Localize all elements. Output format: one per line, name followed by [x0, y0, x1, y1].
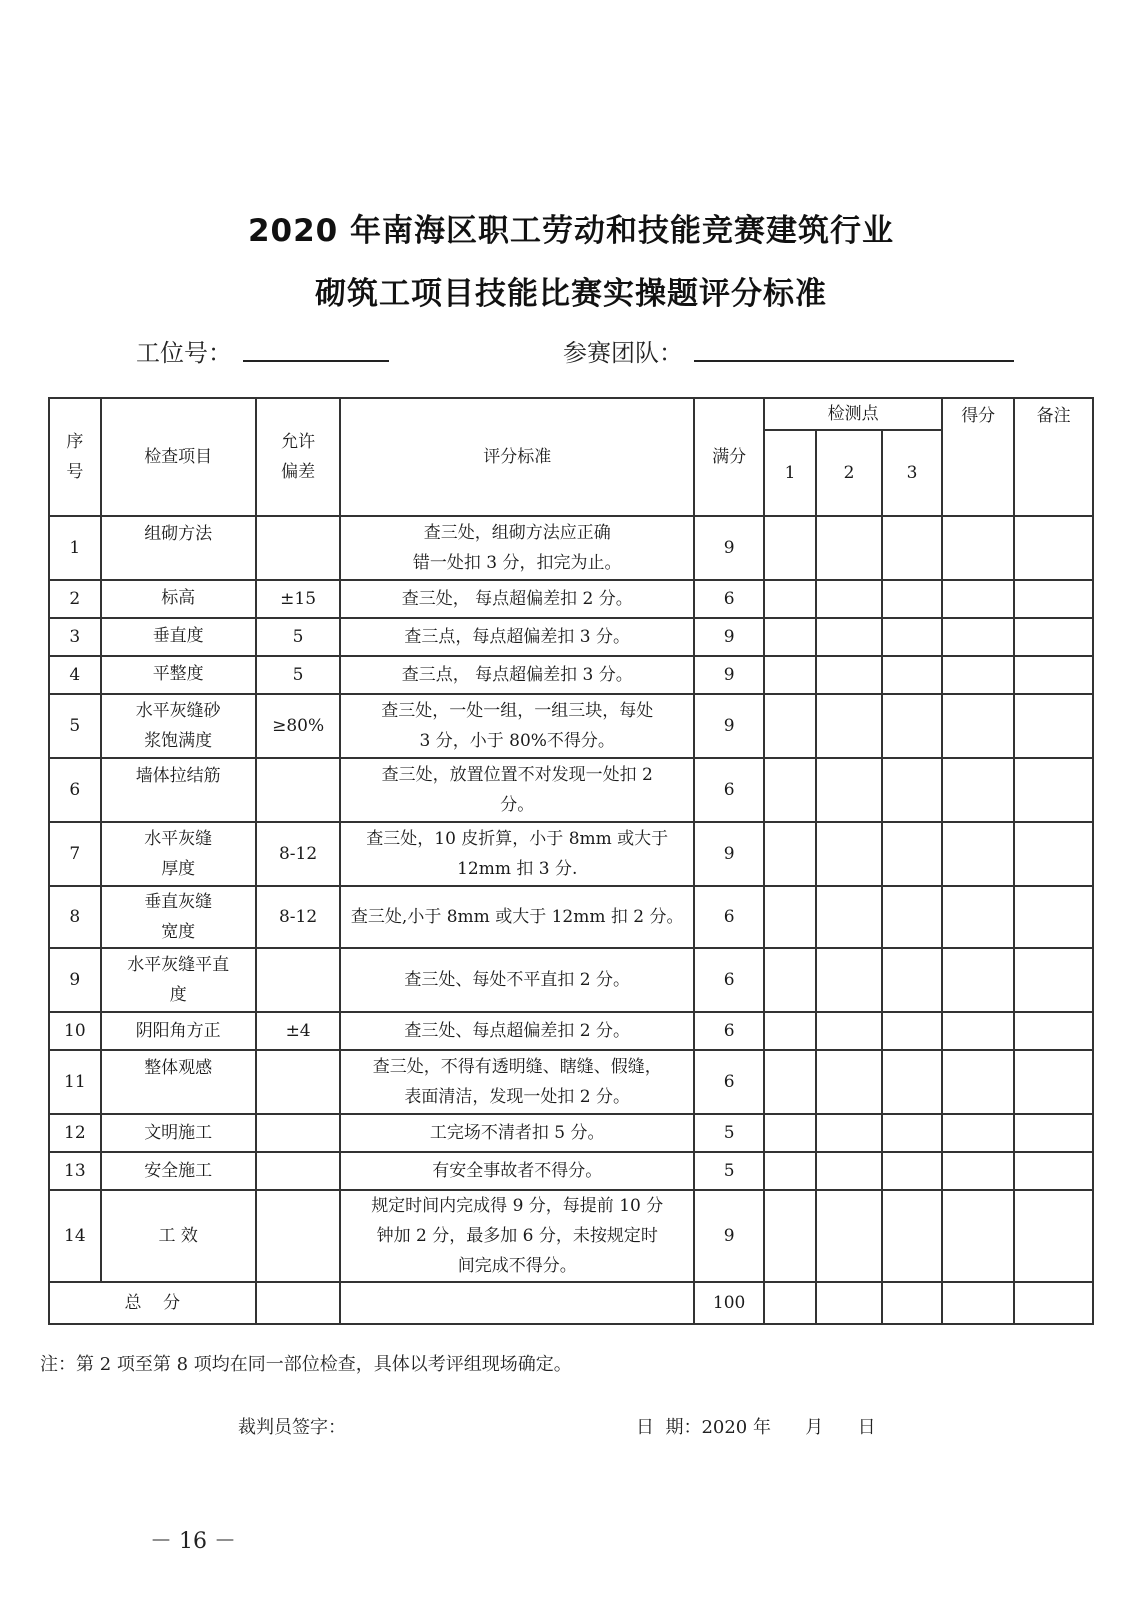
- row-criteria: 查三处，一处一组，一组三块，每处 3 分，小于 80%不得分。: [340, 694, 694, 758]
- point-1-cell[interactable]: [764, 618, 816, 656]
- point-1-cell[interactable]: [764, 822, 816, 886]
- point-1-cell[interactable]: [764, 1050, 816, 1114]
- score-cell[interactable]: [942, 656, 1014, 694]
- table-row: [49, 948, 1093, 1012]
- table-row: [49, 1114, 1093, 1152]
- point-3-cell[interactable]: [882, 1190, 942, 1282]
- row-item: 整体观感: [101, 1050, 256, 1114]
- point-1-cell[interactable]: [764, 1190, 816, 1282]
- point-3-cell[interactable]: [882, 822, 942, 886]
- remark-cell[interactable]: [1014, 1190, 1093, 1282]
- row-tolerance: ±4: [256, 1012, 341, 1050]
- point-3-cell[interactable]: [882, 694, 942, 758]
- total-score-cell[interactable]: [942, 1282, 1014, 1324]
- point-1-cell[interactable]: [764, 516, 816, 580]
- row-full-score: 6: [694, 886, 764, 948]
- table-row: [49, 1012, 1093, 1050]
- point-3-cell[interactable]: [882, 1152, 942, 1190]
- table-row: [49, 1050, 1093, 1114]
- remark-cell[interactable]: [1014, 1114, 1093, 1152]
- note-text: 注：第 2 项至第 8 项均在同一部位检查，具体以考评组现场确定。: [40, 1354, 572, 1375]
- row-index: 1: [49, 516, 101, 580]
- total-remark-cell[interactable]: [1014, 1282, 1093, 1324]
- point-2-cell[interactable]: [816, 1190, 882, 1282]
- total-point-1-cell[interactable]: [764, 1282, 816, 1324]
- point-3-cell[interactable]: [882, 618, 942, 656]
- row-full-score: 9: [694, 1190, 764, 1282]
- point-3-cell[interactable]: [882, 1012, 942, 1050]
- remark-cell[interactable]: [1014, 758, 1093, 822]
- row-item: 平整度: [101, 656, 256, 694]
- point-3-cell[interactable]: [882, 580, 942, 618]
- row-criteria: 查三处， 每点超偏差扣 2 分。: [340, 580, 694, 618]
- table-row: [49, 822, 1093, 886]
- point-2-cell[interactable]: [816, 516, 882, 580]
- row-full-score: 9: [694, 822, 764, 886]
- point-1-cell[interactable]: [764, 758, 816, 822]
- point-1-cell[interactable]: [764, 948, 816, 1012]
- header-point-3: 3: [882, 430, 942, 516]
- row-criteria: 查三处,小于 8mm 或大于 12mm 扣 2 分。: [340, 886, 694, 948]
- point-1-cell[interactable]: [764, 580, 816, 618]
- row-index: 9: [49, 948, 101, 1012]
- row-tolerance: 5: [256, 618, 341, 656]
- point-1-cell[interactable]: [764, 1114, 816, 1152]
- row-index: 10: [49, 1012, 101, 1050]
- row-item: 文明施工: [101, 1114, 256, 1152]
- score-cell[interactable]: [942, 1114, 1014, 1152]
- row-index: 8: [49, 886, 101, 948]
- score-cell[interactable]: [942, 822, 1014, 886]
- table-row: [49, 580, 1093, 618]
- remark-cell[interactable]: [1014, 886, 1093, 948]
- row-item: 安全施工: [101, 1152, 256, 1190]
- point-2-cell[interactable]: [816, 758, 882, 822]
- team-field[interactable]: [694, 360, 1014, 362]
- table-row: [49, 516, 1093, 580]
- row-criteria: 工完场不清者扣 5 分。: [340, 1114, 694, 1152]
- point-2-cell[interactable]: [816, 694, 882, 758]
- point-2-cell[interactable]: [816, 656, 882, 694]
- row-full-score: 6: [694, 1012, 764, 1050]
- total-label: 总 分: [49, 1282, 256, 1324]
- total-row: [49, 1282, 1093, 1324]
- row-index: 11: [49, 1050, 101, 1114]
- row-item: 水平灰缝平直 度: [101, 948, 256, 1012]
- header-index: 序 号: [49, 398, 101, 516]
- row-index: 7: [49, 822, 101, 886]
- score-cell[interactable]: [942, 1152, 1014, 1190]
- station-number-label: 工位号：: [136, 339, 232, 367]
- point-2-cell[interactable]: [816, 886, 882, 948]
- station-number-field[interactable]: [243, 360, 389, 362]
- remark-cell[interactable]: [1014, 1050, 1093, 1114]
- table-row: [49, 1190, 1093, 1282]
- score-cell[interactable]: [942, 1050, 1014, 1114]
- total-tolerance-cell: [256, 1282, 341, 1324]
- table-row: [49, 656, 1093, 694]
- row-item: 组砌方法: [101, 516, 256, 580]
- row-full-score: 6: [694, 758, 764, 822]
- remark-cell[interactable]: [1014, 1012, 1093, 1050]
- row-tolerance: [256, 1190, 341, 1282]
- table-row: [49, 1152, 1093, 1190]
- row-criteria: 规定时间内完成得 9 分，每提前 10 分 钟加 2 分，最多加 6 分，未按规定时 间完成不得分。: [340, 1190, 694, 1282]
- row-item: 墙体拉结筋: [101, 758, 256, 822]
- remark-cell[interactable]: [1014, 618, 1093, 656]
- header-score: 得分: [942, 398, 1014, 516]
- point-3-cell[interactable]: [882, 516, 942, 580]
- total-point-3-cell[interactable]: [882, 1282, 942, 1324]
- remark-cell[interactable]: [1014, 656, 1093, 694]
- point-1-cell[interactable]: [764, 886, 816, 948]
- score-cell[interactable]: [942, 1190, 1014, 1282]
- header-criteria: 评分标准: [340, 398, 694, 516]
- row-item: 阴阳角方正: [101, 1012, 256, 1050]
- point-1-cell[interactable]: [764, 694, 816, 758]
- row-index: 3: [49, 618, 101, 656]
- row-index: 6: [49, 758, 101, 822]
- point-2-cell[interactable]: [816, 822, 882, 886]
- row-criteria: 查三处，10 皮折算，小于 8mm 或大于 12mm 扣 3 分.: [340, 822, 694, 886]
- date-label: 日 期：2020 年 月 日: [636, 1417, 876, 1438]
- header-remark: 备注: [1014, 398, 1093, 516]
- header-point-1: 1: [764, 430, 816, 516]
- row-tolerance: [256, 1152, 341, 1190]
- row-full-score: 6: [694, 580, 764, 618]
- row-criteria: 查三处，放置位置不对发现一处扣 2 分。: [340, 758, 694, 822]
- remark-cell[interactable]: [1014, 822, 1093, 886]
- point-2-cell[interactable]: [816, 1152, 882, 1190]
- point-2-cell[interactable]: [816, 618, 882, 656]
- total-criteria-cell: [340, 1282, 694, 1324]
- point-3-cell[interactable]: [882, 948, 942, 1012]
- remark-cell[interactable]: [1014, 694, 1093, 758]
- remark-cell[interactable]: [1014, 580, 1093, 618]
- row-tolerance: ≥80%: [256, 694, 341, 758]
- header-full-score: 满分: [694, 398, 764, 516]
- header-check-points: 检测点: [764, 398, 942, 430]
- team-label: 参赛团队：: [563, 339, 683, 367]
- row-tolerance: ±15: [256, 580, 341, 618]
- score-cell[interactable]: [942, 618, 1014, 656]
- row-full-score: 9: [694, 656, 764, 694]
- row-index: 5: [49, 694, 101, 758]
- point-2-cell[interactable]: [816, 1050, 882, 1114]
- row-full-score: 9: [694, 618, 764, 656]
- remark-cell[interactable]: [1014, 948, 1093, 1012]
- table-row: [49, 694, 1093, 758]
- page-number: － 16 －: [150, 1529, 236, 1554]
- row-item: 垂直度: [101, 618, 256, 656]
- scoring-table: [48, 397, 1094, 1325]
- point-1-cell[interactable]: [764, 1152, 816, 1190]
- row-item: 水平灰缝砂 浆饱满度: [101, 694, 256, 758]
- remark-cell[interactable]: [1014, 1152, 1093, 1190]
- total-value: 100: [694, 1282, 764, 1324]
- row-tolerance: [256, 948, 341, 1012]
- row-tolerance: 8-12: [256, 886, 341, 948]
- score-cell[interactable]: [942, 1012, 1014, 1050]
- row-tolerance: 8-12: [256, 822, 341, 886]
- score-cell[interactable]: [942, 886, 1014, 948]
- row-full-score: 6: [694, 1050, 764, 1114]
- total-point-2-cell[interactable]: [816, 1282, 882, 1324]
- score-cell[interactable]: [942, 758, 1014, 822]
- table-row: [49, 758, 1093, 822]
- row-item: 水平灰缝 厚度: [101, 822, 256, 886]
- point-2-cell[interactable]: [816, 1012, 882, 1050]
- score-cell[interactable]: [942, 694, 1014, 758]
- row-full-score: 5: [694, 1152, 764, 1190]
- row-criteria: 查三处，组砌方法应正确 错一处扣 3 分，扣完为止。: [340, 516, 694, 580]
- row-item: 标高: [101, 580, 256, 618]
- row-criteria: 查三点，每点超偏差扣 3 分。: [340, 618, 694, 656]
- row-full-score: 9: [694, 694, 764, 758]
- point-2-cell[interactable]: [816, 948, 882, 1012]
- row-item: 垂直灰缝 宽度: [101, 886, 256, 948]
- row-item: 工 效: [101, 1190, 256, 1282]
- document-title-line1: 2020 年南海区职工劳动和技能竞赛建筑行业: [247, 213, 895, 249]
- row-criteria: 查三点， 每点超偏差扣 3 分。: [340, 656, 694, 694]
- referee-signature-label: 裁判员签字：: [238, 1417, 346, 1438]
- row-criteria: 查三处，不得有透明缝、瞎缝、假缝， 表面清洁，发现一处扣 2 分。: [340, 1050, 694, 1114]
- score-cell[interactable]: [942, 516, 1014, 580]
- point-3-cell[interactable]: [882, 758, 942, 822]
- score-cell[interactable]: [942, 948, 1014, 1012]
- row-full-score: 6: [694, 948, 764, 1012]
- point-2-cell[interactable]: [816, 1114, 882, 1152]
- score-cell[interactable]: [942, 580, 1014, 618]
- row-tolerance: [256, 516, 341, 580]
- point-3-cell[interactable]: [882, 656, 942, 694]
- point-1-cell[interactable]: [764, 1012, 816, 1050]
- row-tolerance: [256, 1050, 341, 1114]
- row-criteria: 有安全事故者不得分。: [340, 1152, 694, 1190]
- point-2-cell[interactable]: [816, 580, 882, 618]
- header-tolerance: 允许 偏差: [256, 398, 341, 516]
- row-index: 4: [49, 656, 101, 694]
- scoring-table-body: [49, 516, 1093, 1282]
- header-point-2: 2: [816, 430, 882, 516]
- row-index: 2: [49, 580, 101, 618]
- table-row: [49, 886, 1093, 948]
- row-full-score: 9: [694, 516, 764, 580]
- row-full-score: 5: [694, 1114, 764, 1152]
- row-tolerance: [256, 758, 341, 822]
- point-3-cell[interactable]: [882, 1114, 942, 1152]
- remark-cell[interactable]: [1014, 516, 1093, 580]
- document-title-line2: 砌筑工项目技能比赛实操题评分标准: [315, 276, 827, 312]
- row-criteria: 查三处、每处不平直扣 2 分。: [340, 948, 694, 1012]
- header-item: 检查项目: [101, 398, 256, 516]
- point-3-cell[interactable]: [882, 1050, 942, 1114]
- row-index: 14: [49, 1190, 101, 1282]
- row-criteria: 查三处、每点超偏差扣 2 分。: [340, 1012, 694, 1050]
- point-3-cell[interactable]: [882, 886, 942, 948]
- row-index: 13: [49, 1152, 101, 1190]
- row-tolerance: 5: [256, 656, 341, 694]
- table-row: [49, 618, 1093, 656]
- point-1-cell[interactable]: [764, 656, 816, 694]
- row-index: 12: [49, 1114, 101, 1152]
- row-tolerance: [256, 1114, 341, 1152]
